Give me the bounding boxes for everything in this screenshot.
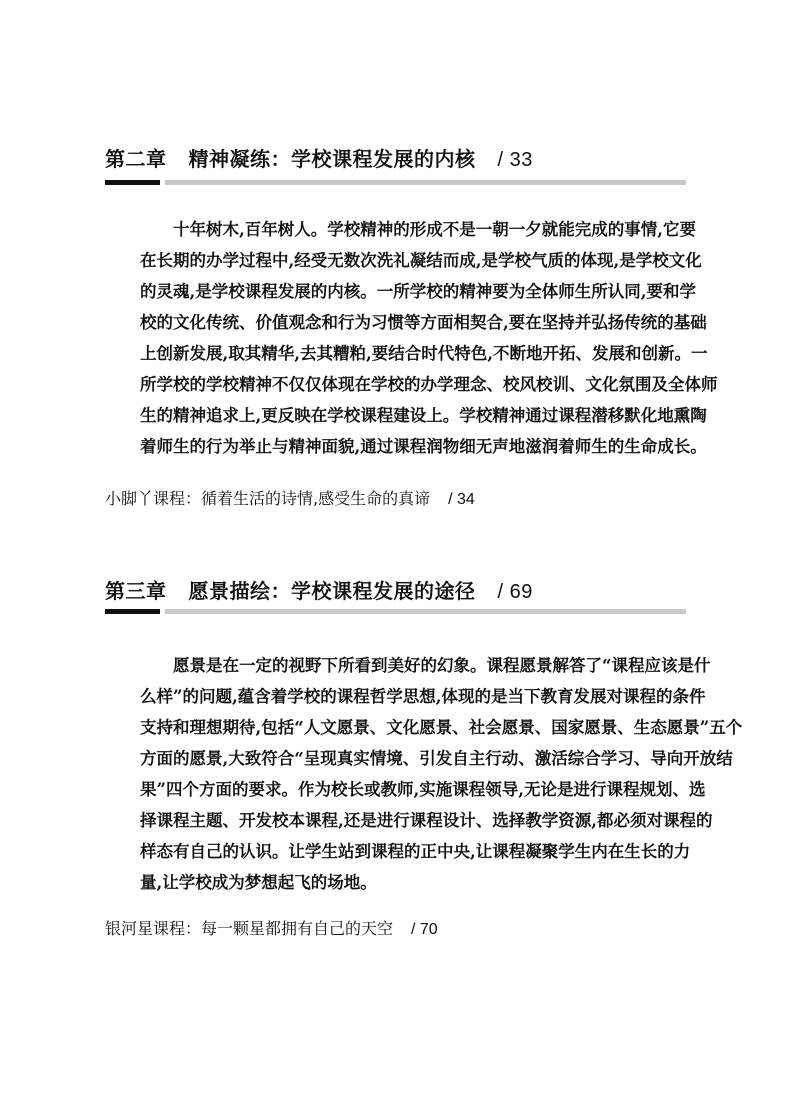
page-number: / 69 — [497, 581, 533, 603]
summary-line: 在长期的办学过程中,经受无数次洗礼凝结而成,是学校气质的体现,是学校文化 — [140, 251, 702, 270]
rule-accent — [105, 609, 160, 614]
section-title: 银河星课程：每一颗星都拥有自己的天空 — [105, 919, 394, 938]
summary-line: 着师生的行为举止与精神面貌,通过课程润物细无声地滋润着师生的生命成长。 — [140, 437, 707, 456]
summary-line: 所学校的学校精神不仅仅体现在学校的办学理念、校风校训、文化氛围及全体师 — [140, 375, 718, 394]
summary-line: 上创新发展,取其精华,去其糟粕,要结合时代特色,不断地开拓、发展和创新。一 — [140, 344, 708, 363]
chapter-title: 愿景描绘：学校课程发展的途径 — [188, 579, 476, 603]
summary-line: 生的精神追求上,更反映在学校课程建设上。学校精神通过课程潜移默化地熏陶 — [140, 406, 707, 425]
chapter-number: 第二章 — [105, 147, 167, 171]
summary-line: 的灵魂,是学校课程发展的内核。一所学校的精神要为全体师生所认同,要和学 — [140, 282, 696, 301]
summary-line: 十年树木,百年树人。学校精神的形成不是一朝一夕就能完成的事情,它要 — [173, 220, 696, 239]
rule-accent — [105, 180, 160, 185]
summary-line: 样态有自己的认识。让学生站到课程的正中央,让课程凝聚学生内在生长的力 — [140, 842, 691, 861]
summary-line: 方面的愿景,大致符合“呈现真实情境、引发自主行动、激活综合学习、导向开放结 — [140, 749, 733, 768]
chapter-2-summary — [140, 214, 718, 462]
summary-line: 校的文化传统、价值观念和行为习惯等方面相契合,要在坚持并弘扬传统的基础 — [140, 313, 707, 332]
summary-line: 择课程主题、开发校本课程,还是进行课程设计、选择教学资源,都必须对课程的 — [140, 811, 713, 830]
chapter-2-heading — [105, 146, 533, 173]
chapter-title: 精神凝练：学校课程发展的内核 — [188, 147, 476, 171]
chapter-number: 第三章 — [105, 579, 167, 603]
chapter-rule — [105, 609, 686, 614]
summary-line: 么样”的问题,蕴含着学校的课程哲学思想,体现的是当下教育发展对课程的条件 — [140, 687, 706, 706]
section-title: 小脚丫课程：循着生活的诗情,感受生命的真谛 — [105, 489, 431, 508]
summary-line: 果”四个方面的要求。作为校长或教师,实施课程领导,无论是进行课程规划、选 — [140, 780, 706, 799]
chapter-rule — [105, 180, 686, 185]
section-entry — [105, 918, 438, 941]
summary-line: 量,让学校成为梦想起飞的场地。 — [140, 873, 377, 892]
rule-line — [165, 180, 686, 185]
rule-line — [165, 609, 686, 614]
page-number: / 34 — [448, 491, 475, 508]
summary-line: 支持和理想期待,包括“人文愿景、文化愿景、社会愿景、国家愿景、生态愿景”五个 — [140, 718, 743, 737]
chapter-3-summary — [140, 650, 743, 898]
section-entry — [105, 488, 475, 511]
page-number: / 33 — [497, 149, 533, 171]
chapter-3-heading — [105, 578, 533, 605]
summary-line: 愿景是在一定的视野下所看到美好的幻象。课程愿景解答了“课程应该是什 — [173, 656, 711, 675]
page-number: / 70 — [411, 921, 438, 938]
